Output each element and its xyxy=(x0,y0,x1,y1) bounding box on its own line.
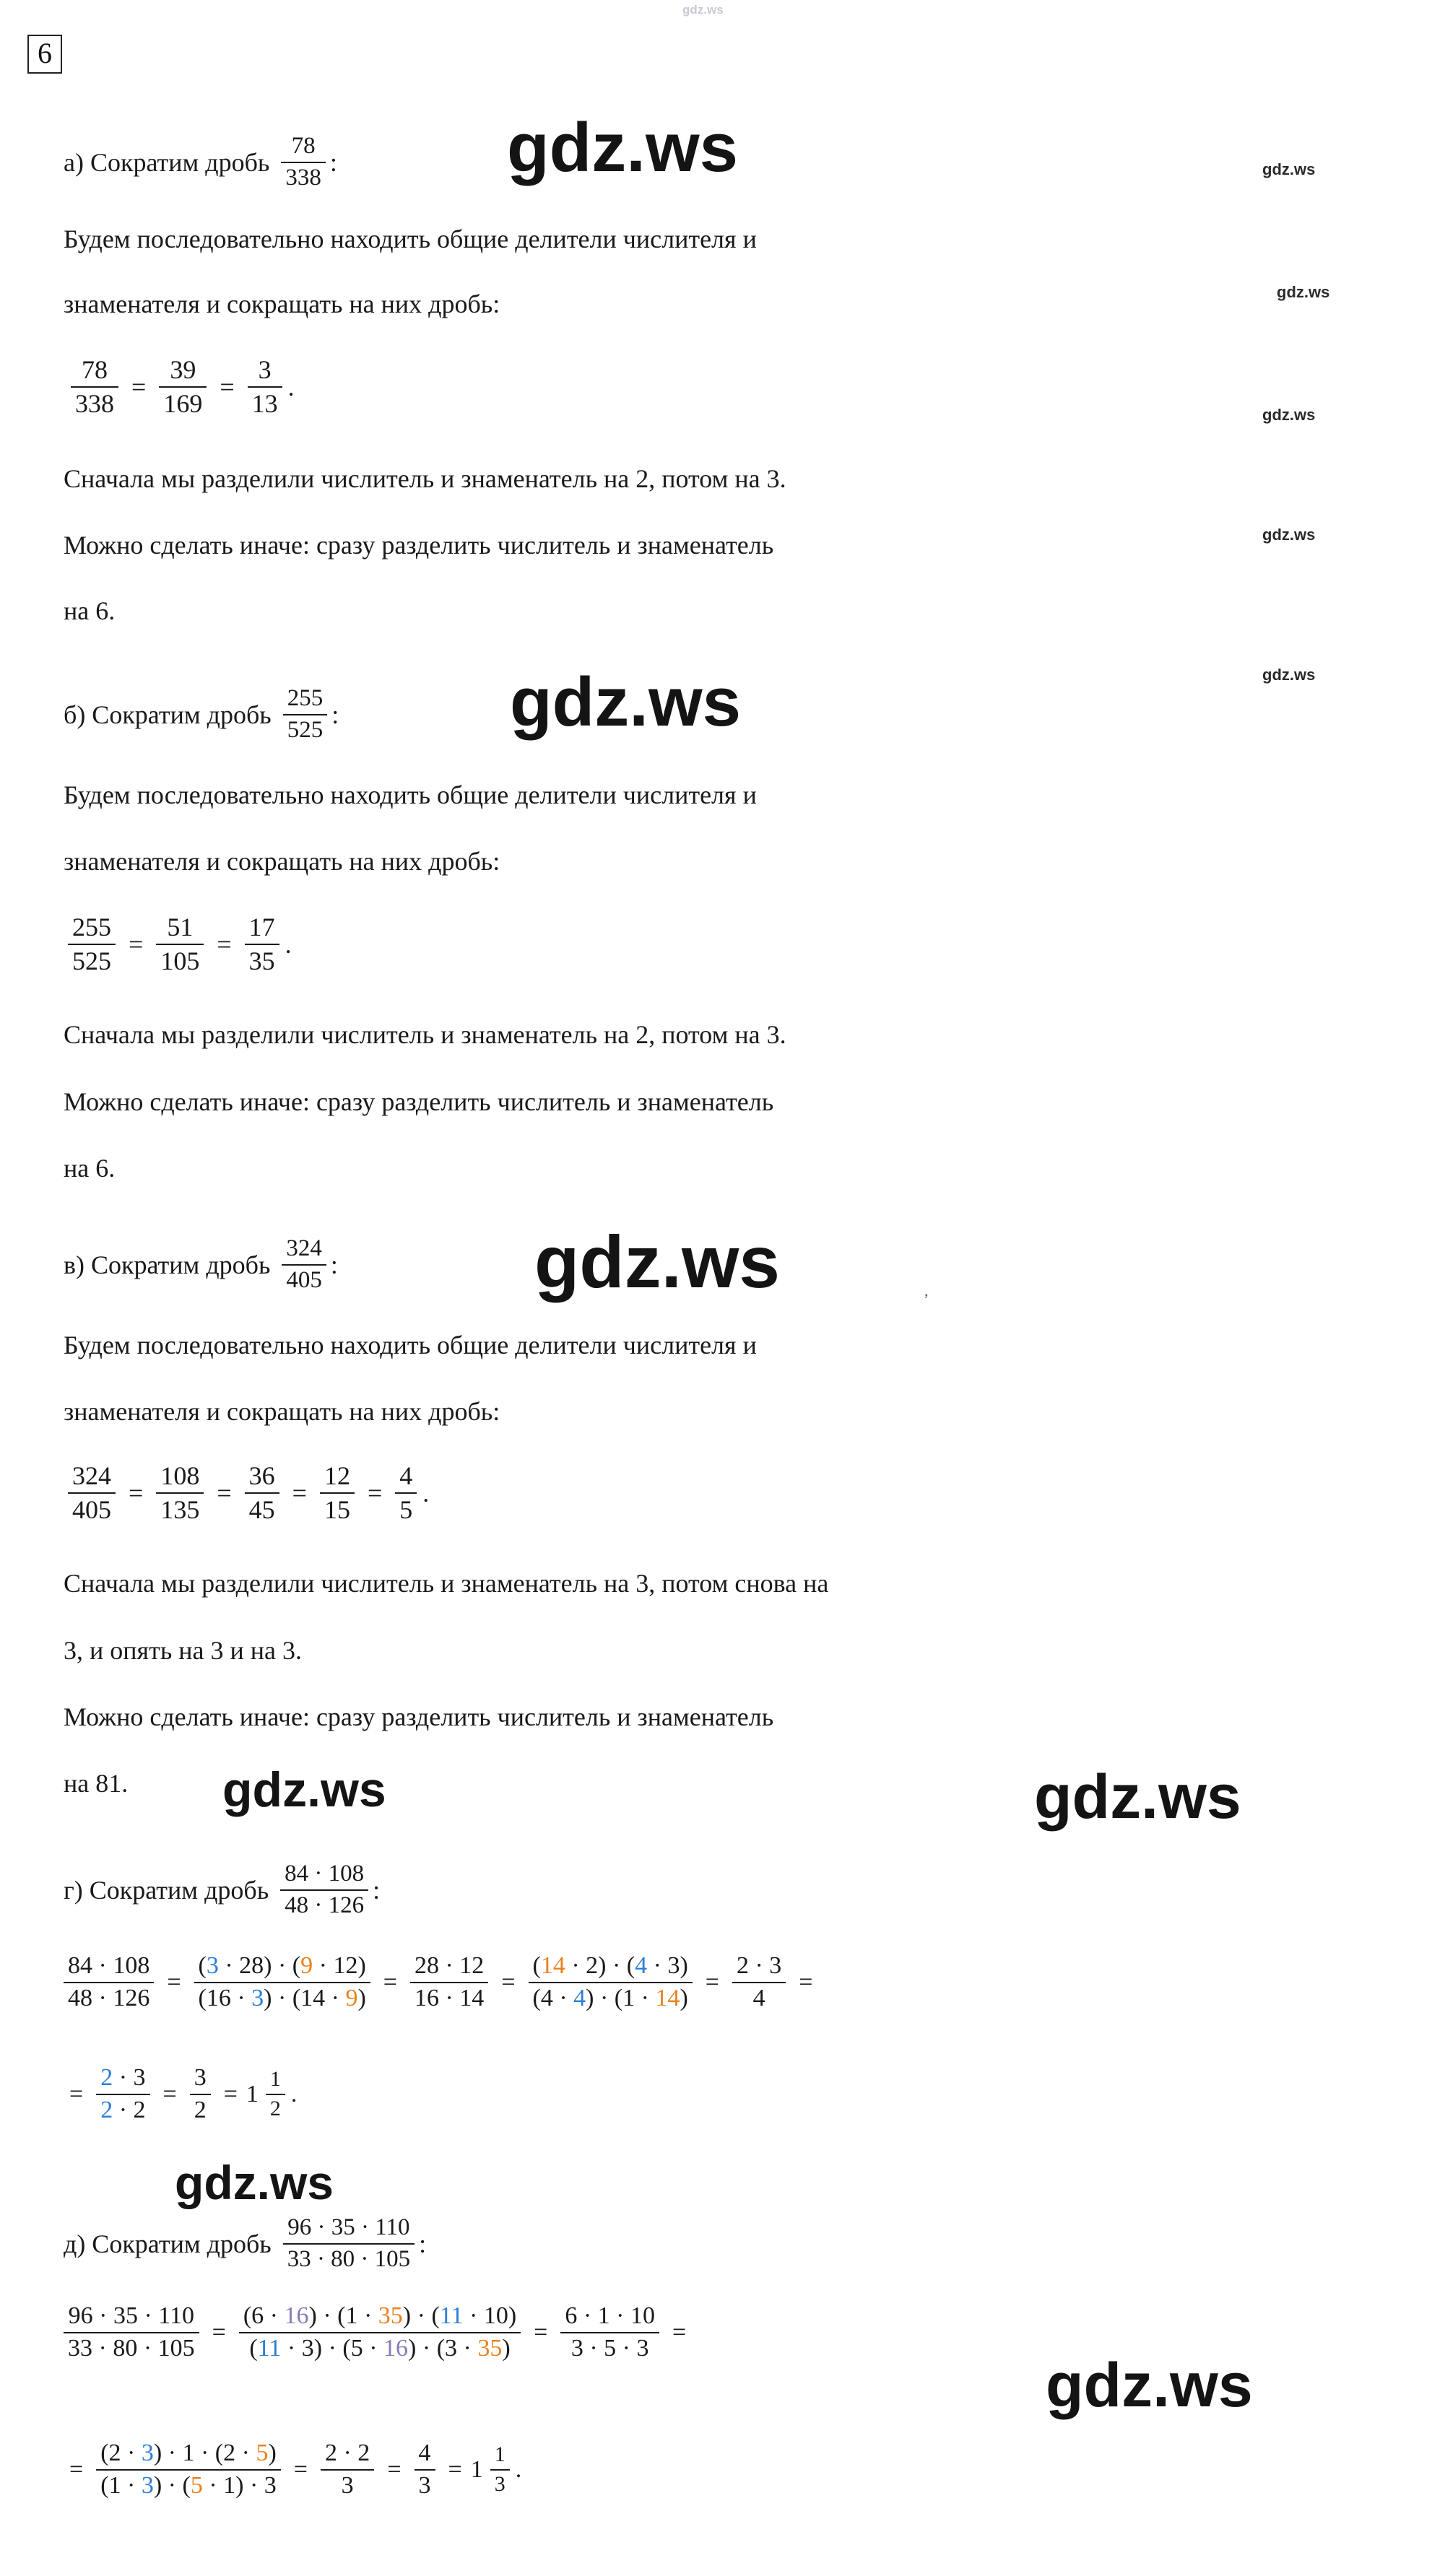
math-token: 35 xyxy=(477,2334,503,2362)
equals-sign: = xyxy=(220,372,235,401)
math-token: 5 xyxy=(190,2471,203,2499)
fraction-denominator: 3 xyxy=(341,2471,354,2499)
math-token: 3 xyxy=(141,2440,154,2466)
period: . xyxy=(285,929,292,959)
task-number: 6 xyxy=(27,35,62,74)
math-token: · 3) · (5 · xyxy=(281,2334,384,2362)
part-v-intro-fraction xyxy=(282,1236,326,1293)
part-a-chain xyxy=(66,356,295,418)
fraction-denominator xyxy=(96,2473,281,2499)
part-d-line1 xyxy=(59,2303,695,2362)
part-v-frac-3 xyxy=(245,1462,279,1524)
math-token: ) · (3 · xyxy=(408,2334,478,2362)
part-b-intro xyxy=(64,686,339,743)
watermark-big-3: gdz.ws xyxy=(534,1221,781,1303)
fraction-bar xyxy=(245,944,279,945)
fraction-bar xyxy=(281,162,326,163)
fraction-numerator xyxy=(96,2440,281,2467)
fraction-numerator: 84 · 108 xyxy=(68,1952,150,1979)
part-g-step1 xyxy=(64,1953,154,2011)
math-token: (6 · xyxy=(243,2302,285,2329)
fraction-denominator: 169 xyxy=(163,388,203,418)
fraction-numerator: 3 xyxy=(194,2064,207,2091)
fraction-bar xyxy=(64,1982,154,1983)
math-token: ) · (1 · xyxy=(586,1984,656,2011)
math-token: ( xyxy=(532,1952,541,1979)
fraction-denominator: 48 · 126 xyxy=(285,1892,365,1918)
part-b-intro-fraction xyxy=(283,686,328,743)
math-token: 3 xyxy=(206,1952,219,1979)
part-g-intro-colon: : xyxy=(373,1875,381,1905)
part-d-step5 xyxy=(321,2440,374,2499)
watermark-small-2: gdz.ws xyxy=(1277,283,1330,301)
fraction-numerator: 96 · 35 · 110 xyxy=(68,2302,195,2329)
watermark-big-7: gdz.ws xyxy=(1046,2351,1253,2420)
math-token: ) · ( xyxy=(153,2471,191,2499)
equals-sign: = xyxy=(212,2318,226,2346)
fraction-bar xyxy=(248,386,282,388)
fraction-denominator: 33 · 80 · 105 xyxy=(287,2245,411,2272)
fraction-bar xyxy=(395,1492,417,1494)
fraction-numerator: 12 xyxy=(324,1461,350,1490)
fraction-denominator: 3 xyxy=(494,2471,505,2496)
fraction-numerator: 4 xyxy=(399,1461,413,1490)
part-b-intro-colon: : xyxy=(331,700,339,729)
fraction-bar xyxy=(282,1264,326,1266)
math-token: 35 xyxy=(378,2302,403,2329)
math-token: ( xyxy=(249,2334,258,2362)
math-token: (4 · xyxy=(532,1984,574,2011)
watermark-big-5: gdz.ws xyxy=(1034,1762,1241,1832)
fraction-numerator: 255 xyxy=(72,913,111,941)
watermark-small-4: gdz.ws xyxy=(1262,526,1316,544)
part-d-step1 xyxy=(64,2303,199,2362)
math-token: 11 xyxy=(439,2302,464,2329)
fraction-bar xyxy=(283,714,328,715)
fraction-bar xyxy=(415,2469,435,2471)
fraction-denominator: 405 xyxy=(286,1266,322,1293)
fraction-denominator: 405 xyxy=(72,1494,111,1524)
part-g-step2 xyxy=(194,1953,370,2011)
fraction-bar xyxy=(156,1492,204,1494)
math-token: 16 xyxy=(284,2302,309,2329)
equals-sign: = xyxy=(672,2318,687,2346)
part-a-line1: Будем последовательно находить общие делители числителя и xyxy=(64,225,757,253)
part-b-note1: Сначала мы разделили числитель и знаменатель на 2, потом на 3. xyxy=(64,1020,786,1049)
mixed-whole: 1 xyxy=(470,2455,483,2483)
fraction-numerator: 39 xyxy=(170,355,196,384)
part-a-intro-colon: : xyxy=(329,147,337,177)
math-token: ) xyxy=(680,1984,688,2011)
part-d-intro xyxy=(64,2215,426,2272)
fraction-bar xyxy=(194,1982,370,1983)
math-token: ) · ( xyxy=(402,2302,440,2329)
fraction-denominator: 338 xyxy=(75,388,114,418)
part-a-intro-label: а) Сократим дробь xyxy=(64,147,270,177)
fraction-denominator: 15 xyxy=(324,1494,350,1524)
period: . xyxy=(515,2455,522,2483)
fraction-numerator: 36 xyxy=(248,1461,275,1490)
fraction-numerator: 96 · 35 · 110 xyxy=(287,2214,410,2240)
math-token: 11 xyxy=(257,2334,282,2362)
part-v-frac-5 xyxy=(395,1462,417,1524)
equals-sign: = xyxy=(501,1968,516,1996)
fraction-numerator: 17 xyxy=(248,913,275,941)
watermark-big-6: gdz.ws xyxy=(175,2156,334,2209)
fraction-numerator: 78 xyxy=(82,355,108,384)
part-v-chain xyxy=(64,1462,429,1524)
part-b-chain xyxy=(64,913,292,975)
math-token: 5 xyxy=(256,2440,269,2466)
math-token: 2 xyxy=(100,2064,113,2091)
math-token: 14 xyxy=(540,1952,565,1979)
equals-sign: = xyxy=(387,2455,402,2483)
fraction-bar xyxy=(159,386,207,388)
fraction-numerator: 2 · 2 xyxy=(324,2440,370,2466)
fraction-denominator xyxy=(529,1985,693,2012)
fraction-bar xyxy=(266,2094,285,2095)
part-g-intro-label: г) Сократим дробь xyxy=(64,1875,269,1905)
part-v-frac-4 xyxy=(320,1462,355,1524)
math-token: ) · 1 · (2 · xyxy=(153,2440,256,2466)
equals-sign: = xyxy=(217,929,232,959)
fraction-numerator: 1 xyxy=(269,2067,281,2092)
fraction-bar xyxy=(320,1492,355,1494)
fraction-denominator: 2 xyxy=(194,2096,207,2123)
equals-sign: = xyxy=(705,1968,719,1996)
equals-sign: = xyxy=(293,2455,308,2483)
math-token: ) xyxy=(357,1984,366,2011)
fraction-bar xyxy=(732,1982,786,1983)
fraction-denominator: 105 xyxy=(160,946,200,975)
watermark-big-1: gdz.ws xyxy=(507,109,739,186)
equals-sign: = xyxy=(534,2318,548,2346)
fraction-numerator: 84 · 108 xyxy=(285,1861,365,1887)
math-token: · 28) · ( xyxy=(218,1952,301,1979)
math-token: (2 · xyxy=(100,2440,142,2466)
part-g-step4 xyxy=(529,1953,693,2011)
fraction-bar xyxy=(560,2332,659,2333)
part-v-intro-colon: : xyxy=(330,1250,338,1279)
equals-sign: = xyxy=(129,1478,144,1507)
fraction-bar xyxy=(490,2469,510,2471)
fraction-bar xyxy=(529,1982,693,1983)
equals-sign: = xyxy=(69,2455,84,2483)
fraction-bar xyxy=(190,2094,211,2095)
fraction-denominator: 45 xyxy=(248,1494,275,1524)
math-token: · 2) · ( xyxy=(565,1952,635,1979)
math-token: · 2 xyxy=(113,2096,146,2123)
part-v-line1: Будем последовательно находить общие делители числителя и xyxy=(64,1331,757,1359)
equals-sign: = xyxy=(367,1478,383,1507)
part-b-frac-2 xyxy=(156,913,204,975)
math-token: 14 xyxy=(655,1984,680,2011)
math-token: · 12) xyxy=(313,1952,366,1979)
mixed-fraction xyxy=(490,2443,510,2496)
part-v-intro xyxy=(64,1236,338,1293)
equals-sign: = xyxy=(223,2080,238,2107)
fraction-denominator xyxy=(245,2336,514,2362)
stray-comma: , xyxy=(924,1282,929,1300)
part-g-step7 xyxy=(190,2065,211,2123)
watermark-big-4: gdz.ws xyxy=(222,1762,386,1817)
math-token: 4 xyxy=(573,1984,586,2011)
part-b-intro-label: б) Сократим дробь xyxy=(64,700,272,729)
fraction-denominator: 16 · 14 xyxy=(414,1984,485,2011)
fraction-numerator: 78 xyxy=(291,133,316,159)
fraction-denominator: 13 xyxy=(251,388,278,418)
math-token: ) xyxy=(502,2334,511,2362)
watermark-faint-top: gdz.ws xyxy=(682,3,724,17)
fraction-denominator xyxy=(194,1985,370,2012)
math-token: ( xyxy=(198,1952,207,1979)
fraction-bar xyxy=(68,1492,116,1494)
fraction-denominator xyxy=(96,2097,149,2124)
part-a-frac-2 xyxy=(159,356,207,418)
math-token: (16 · xyxy=(198,1984,252,2011)
part-v-frac-1 xyxy=(68,1462,116,1524)
fraction-bar xyxy=(96,2094,149,2095)
period: . xyxy=(290,2080,298,2107)
part-b-note3: на 6. xyxy=(64,1154,116,1183)
watermark-small-1: gdz.ws xyxy=(1262,160,1316,178)
fraction-numerator xyxy=(529,1953,693,1980)
fraction-numerator: 2 · 3 xyxy=(736,1952,782,1979)
fraction-numerator: 324 xyxy=(286,1235,322,1261)
part-g-step3 xyxy=(410,1953,488,2011)
fraction-bar xyxy=(239,2332,521,2333)
part-d-step6 xyxy=(415,2440,435,2499)
math-token: · 3 xyxy=(113,2064,146,2091)
part-a-line2: знаменателя и сокращать на них дробь: xyxy=(64,290,500,318)
part-d-intro-label: д) Сократим дробь xyxy=(64,2229,272,2258)
period: . xyxy=(422,1478,430,1507)
watermark-small-5: gdz.ws xyxy=(1262,666,1316,684)
math-token: (1 · xyxy=(100,2471,142,2499)
fraction-bar xyxy=(245,1492,279,1494)
fraction-bar xyxy=(96,2469,281,2471)
part-a-note1: Сначала мы разделили числитель и знаменатель на 2, потом на 3. xyxy=(64,464,786,493)
fraction-denominator: 35 xyxy=(248,946,275,975)
part-b-frac-3 xyxy=(245,913,279,975)
math-token: 2 xyxy=(100,2096,113,2123)
math-token: 9 xyxy=(345,1984,358,2011)
fraction-bar xyxy=(280,1889,368,1891)
part-g-step5 xyxy=(732,1953,786,2011)
part-a-frac-1 xyxy=(71,356,118,418)
mixed-fraction xyxy=(266,2068,285,2120)
part-g-step6 xyxy=(96,2065,149,2123)
part-b-frac-1 xyxy=(68,913,116,975)
part-b-line2: знаменателя и сокращать на них дробь: xyxy=(64,847,500,876)
equals-sign: = xyxy=(448,2455,462,2483)
fraction-bar xyxy=(410,1982,488,1983)
math-token: ) xyxy=(268,2440,277,2466)
part-a-frac-3 xyxy=(248,356,282,418)
part-v-intro-label: в) Сократим дробь xyxy=(64,1250,271,1279)
part-d-step3 xyxy=(560,2303,659,2362)
part-d-step2 xyxy=(239,2303,521,2362)
part-v-line2: знаменателя и сокращать на них дробь: xyxy=(64,1397,500,1426)
equals-sign: = xyxy=(131,372,147,401)
part-a-intro-fraction xyxy=(281,134,326,191)
math-token: 9 xyxy=(300,1952,313,1979)
math-token: ) · (14 · xyxy=(264,1984,346,2011)
fraction-denominator: 33 · 80 · 105 xyxy=(68,2334,195,2362)
fraction-numerator: 1 xyxy=(494,2442,505,2467)
part-v-note4: на 81. xyxy=(64,1769,129,1798)
fraction-numerator: 324 xyxy=(72,1461,111,1490)
equals-sign: = xyxy=(69,2080,84,2107)
fraction-denominator: 5 xyxy=(399,1494,413,1524)
fraction-numerator xyxy=(194,1953,370,1980)
equals-sign: = xyxy=(799,1968,813,1996)
fraction-denominator: 48 · 126 xyxy=(68,1984,150,2011)
equals-sign: = xyxy=(167,1968,181,1996)
fraction-numerator: 51 xyxy=(167,913,194,941)
fraction-bar xyxy=(321,2469,374,2471)
math-token: 4 xyxy=(635,1952,648,1979)
part-g-line1 xyxy=(59,1953,821,2011)
mixed-whole: 1 xyxy=(246,2080,259,2107)
fraction-denominator: 338 xyxy=(285,164,321,191)
part-b-note2: Можно сделать иначе: сразу разделить числитель и знаменатель xyxy=(64,1087,774,1116)
part-g-line2 xyxy=(69,2065,297,2123)
math-token: ) · (1 · xyxy=(308,2302,378,2329)
fraction-bar xyxy=(64,2332,199,2333)
part-g-result xyxy=(246,2068,290,2120)
equals-sign: = xyxy=(129,929,144,959)
part-a-note3: на 6. xyxy=(64,596,116,625)
fraction-numerator xyxy=(96,2065,149,2092)
part-d-result xyxy=(471,2443,514,2496)
math-token: · 3) xyxy=(647,1952,688,1979)
part-a-note2: Можно сделать иначе: сразу разделить числитель и знаменатель xyxy=(64,531,774,560)
part-d-step4 xyxy=(96,2440,281,2499)
fraction-numerator: 4 xyxy=(418,2440,431,2466)
part-d-intro-colon: : xyxy=(419,2229,427,2258)
part-v-note3: Можно сделать иначе: сразу разделить числитель и знаменатель xyxy=(64,1702,774,1731)
fraction-bar xyxy=(68,944,116,945)
fraction-numerator: 6 · 1 · 10 xyxy=(565,2302,656,2329)
fraction-numerator: 28 · 12 xyxy=(414,1952,485,1979)
part-d-line2 xyxy=(69,2440,521,2499)
part-d-intro-fraction xyxy=(283,2215,415,2272)
equals-sign: = xyxy=(292,1478,307,1507)
part-g-intro-fraction xyxy=(280,1861,368,1918)
part-v-frac-2 xyxy=(156,1462,204,1524)
part-b-line1: Будем последовательно находить общие делители числителя и xyxy=(64,780,757,809)
math-token: 3 xyxy=(251,1984,264,2011)
math-token: · 1) · 3 xyxy=(202,2471,277,2499)
fraction-numerator: 3 xyxy=(258,355,272,384)
watermark-small-3: gdz.ws xyxy=(1262,406,1316,424)
fraction-bar xyxy=(71,386,118,388)
fraction-bar xyxy=(283,2243,415,2245)
fraction-numerator: 108 xyxy=(160,1461,200,1490)
equals-sign: = xyxy=(383,1968,397,1996)
fraction-numerator xyxy=(239,2303,521,2330)
math-token: 16 xyxy=(383,2334,409,2362)
fraction-denominator: 135 xyxy=(160,1494,200,1524)
equals-sign: = xyxy=(217,1478,232,1507)
fraction-denominator: 525 xyxy=(287,716,324,743)
math-token: 3 xyxy=(141,2471,154,2499)
part-a-intro xyxy=(64,134,337,191)
period: . xyxy=(287,372,295,401)
watermark-big-2: gdz.ws xyxy=(510,663,742,741)
fraction-denominator: 2 xyxy=(269,2096,281,2120)
fraction-denominator: 4 xyxy=(752,1984,765,2011)
part-v-note2: 3, и опять на 3 и на 3. xyxy=(64,1636,302,1665)
fraction-bar xyxy=(156,944,204,945)
part-v-note1: Сначала мы разделили числитель и знаменатель на 3, потом снова на xyxy=(64,1569,829,1598)
fraction-denominator: 3 xyxy=(418,2471,431,2499)
fraction-denominator: 525 xyxy=(72,946,111,975)
equals-sign: = xyxy=(162,2080,177,2107)
fraction-numerator: 255 xyxy=(287,685,324,711)
part-g-intro xyxy=(64,1861,380,1918)
fraction-denominator: 3 · 5 · 3 xyxy=(570,2334,649,2362)
math-token: · 10) xyxy=(463,2302,517,2329)
